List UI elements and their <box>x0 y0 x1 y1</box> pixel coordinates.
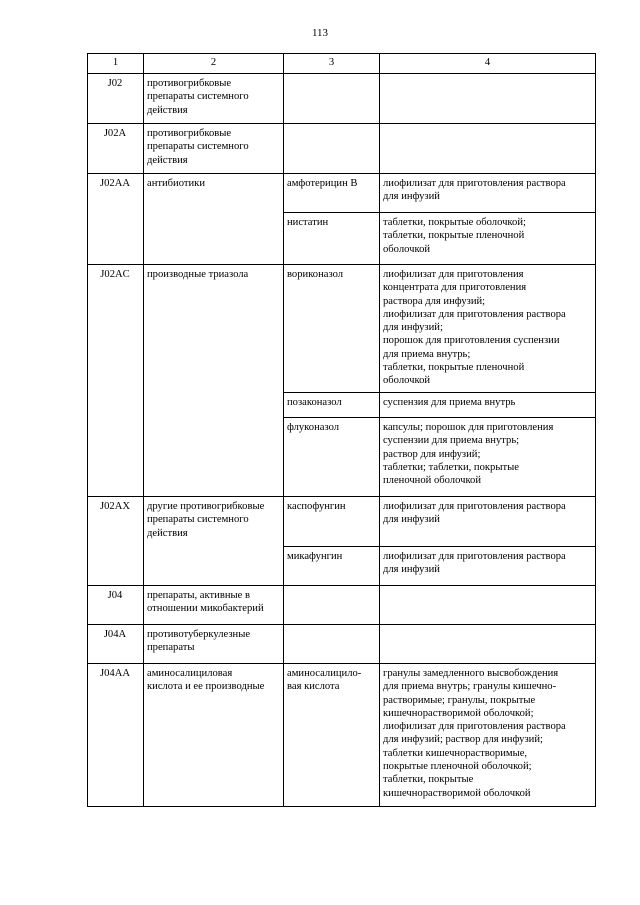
atc-group: противогрибковые препараты системного действия <box>144 124 284 174</box>
dosage-form: суспензия для приема внутрь <box>380 393 596 418</box>
table-row <box>88 625 596 664</box>
atc-group: противогрибковые препараты системного действия <box>144 74 284 124</box>
substance <box>284 74 380 124</box>
substance <box>284 124 380 174</box>
dosage-form: лиофилизат для приготовления раствора для инфузий <box>380 174 596 213</box>
table-row <box>88 586 596 625</box>
dosage-form <box>380 74 596 124</box>
table-row <box>88 664 596 807</box>
table-row <box>88 497 596 547</box>
substance <box>284 625 380 664</box>
drug-table <box>87 53 596 807</box>
atc-code: J04A <box>88 625 144 664</box>
table-row <box>88 265 596 393</box>
atc-group: аминосалициловая кислота и ее производные <box>144 664 284 807</box>
atc-group: производные триазола <box>144 265 284 497</box>
atc-code: J04 <box>88 586 144 625</box>
header-cell-1: 1 <box>88 54 144 74</box>
table-row <box>88 124 596 174</box>
header-cell-4: 4 <box>380 54 596 74</box>
dosage-form <box>380 586 596 625</box>
atc-group: другие противогрибковые препараты системного действия <box>144 497 284 586</box>
dosage-form: лиофилизат для приготовления концентрата для приготовления раствора для инфузий; лиофилизат для приготовления раствора для инфузий; порошок для приготовления суспензии для приема внутрь; таблетки, покрытые пленочной оболочкой <box>380 265 596 393</box>
header-cell-3: 3 <box>284 54 380 74</box>
atc-group: антибиотики <box>144 174 284 265</box>
table-row <box>88 174 596 213</box>
atc-code: J02 <box>88 74 144 124</box>
page-number: 113 <box>311 27 329 39</box>
substance: нистатин <box>284 213 380 265</box>
dosage-form: лиофилизат для приготовления раствора для инфузий <box>380 497 596 547</box>
substance: микафунгин <box>284 547 380 586</box>
substance: позаконазол <box>284 393 380 418</box>
dosage-form <box>380 124 596 174</box>
atc-group: противотуберкулезные препараты <box>144 625 284 664</box>
dosage-form: лиофилизат для приготовления раствора для инфузий <box>380 547 596 586</box>
atc-code: J02A <box>88 124 144 174</box>
substance: амфотерицин В <box>284 174 380 213</box>
substance: каспофунгин <box>284 497 380 547</box>
atc-code: J04AA <box>88 664 144 807</box>
header-row <box>88 54 596 74</box>
atc-group: препараты, активные в отношении микобактерий <box>144 586 284 625</box>
header-cell-2: 2 <box>144 54 284 74</box>
substance: флуконазол <box>284 418 380 497</box>
atc-code: J02AC <box>88 265 144 497</box>
table-row <box>88 74 596 124</box>
substance: аминосалицило- вая кислота <box>284 664 380 807</box>
dosage-form <box>380 625 596 664</box>
dosage-form: гранулы замедленного высвобождения для приема внутрь; гранулы кишечно- растворимые; гранулы, покрытые кишечнорастворимой оболочкой; лиофилизат для приготовления раствора для инфузий; раствор для инфузий; таблетки кишечнорастворимые, покрытые пленочной оболочкой; таблетки, покрытые кишечнорастворимой оболочкой <box>380 664 596 807</box>
dosage-form: таблетки, покрытые оболочкой; таблетки, покрытые пленочной оболочкой <box>380 213 596 265</box>
substance: вориконазол <box>284 265 380 393</box>
substance <box>284 586 380 625</box>
atc-code: J02AX <box>88 497 144 586</box>
dosage-form: капсулы; порошок для приготовления суспензии для приема внутрь; раствор для инфузий; таблетки; таблетки, покрытые пленочной оболочкой <box>380 418 596 497</box>
atc-code: J02AA <box>88 174 144 265</box>
